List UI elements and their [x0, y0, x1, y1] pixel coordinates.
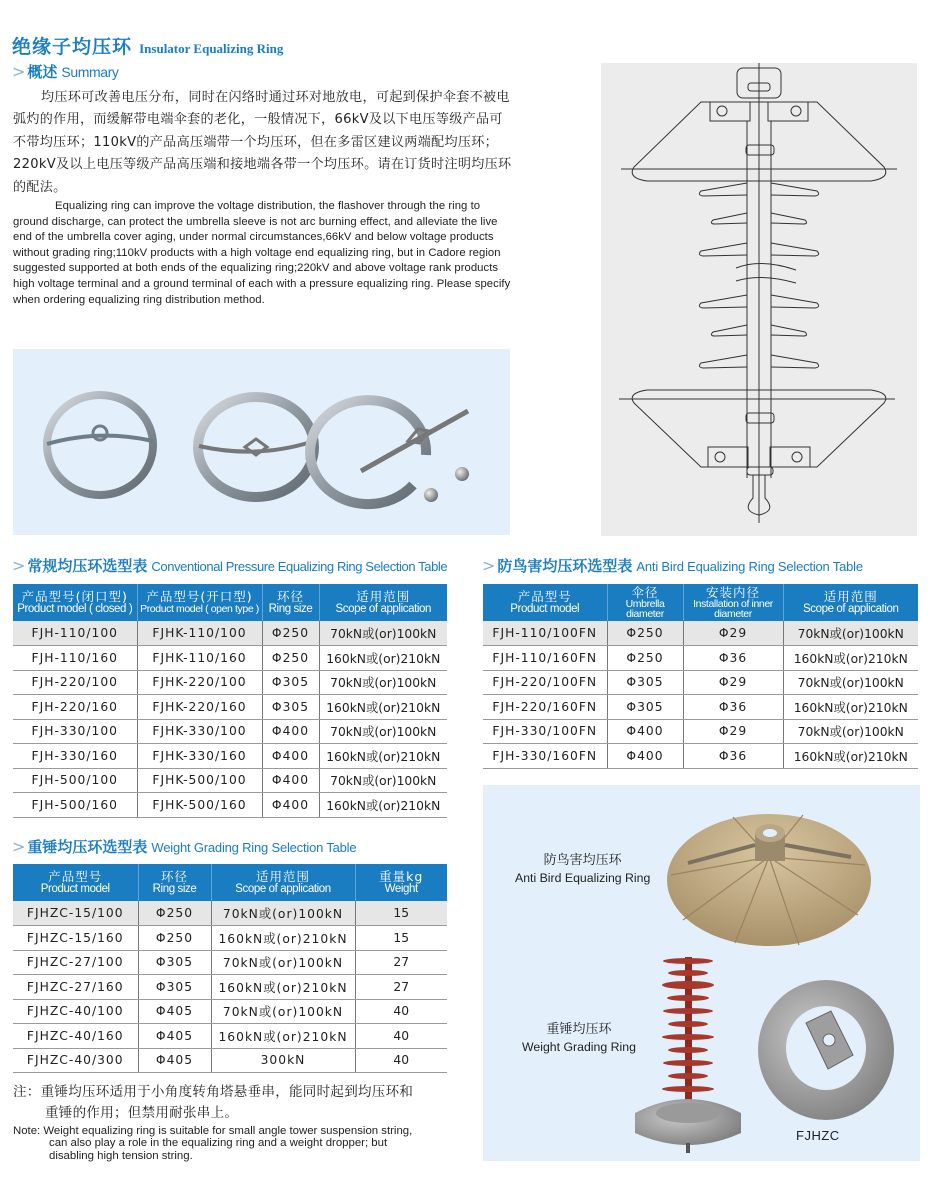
table-cell: 70kN或(or)100kN: [319, 719, 447, 744]
table-cell: Φ400: [607, 719, 683, 744]
table-row: [13, 646, 447, 671]
column-header: 伞径 Umbrella diameter: [607, 584, 683, 621]
antibird-ring-caption: 防鸟害均压环 Anti Bird Equalizing Ring: [515, 853, 651, 885]
table-cell: Φ29: [683, 670, 783, 695]
table-row: [13, 950, 447, 975]
summary-heading: [12, 61, 119, 82]
chevron-right-icon: >: [12, 62, 26, 81]
table-cell: 70kN或(or)100kN: [783, 670, 918, 695]
antibird-selection-table: [483, 584, 918, 769]
table-row: [13, 999, 447, 1024]
closed-ring-1: [47, 395, 153, 495]
table-cell: Φ36: [683, 695, 783, 720]
table-row: [483, 744, 918, 769]
table-cell: Φ29: [683, 719, 783, 744]
table-cell: FJH-110/160FN: [483, 646, 607, 671]
antibird-table-heading: [482, 555, 863, 576]
conventional-table-heading-zh: 常规均压环选型表: [27, 557, 148, 575]
table-cell: Φ400: [607, 744, 683, 769]
table-cell: Φ400: [262, 768, 319, 793]
table-cell: Φ305: [138, 975, 211, 1000]
chevron-right-icon: >: [12, 556, 26, 575]
summary-heading-en: Summary: [61, 64, 119, 80]
table-cell: Φ305: [138, 950, 211, 975]
summary-text-en: Equalizing ring can improve the voltage distribution, the flashover through the ring to ground discharge, can protect the umbrella sleeve is not arc burning effect, and alleviate the live end of the umbrella cover aging, under normal circumstances,66kV and below voltage products without grading ring;110kV products with a high voltage end equalizing ring, but in Cadore region suggested supported at both ends of the equalizing ring;220kV and above voltage rank products high voltage terminal and a ground terminal of each with a pressure equalizing ring. Please specify when ordering equalizing ring distribution method.: [13, 200, 511, 306]
table-cell: 70kN或(or)100kN: [319, 768, 447, 793]
table-cell: Φ29: [683, 621, 783, 646]
table-cell: FJHK-330/100: [137, 719, 262, 744]
table-cell: FJH-220/100: [13, 670, 137, 695]
table-cell: 70kN或(or)100kN: [783, 621, 918, 646]
table-cell: Φ305: [262, 670, 319, 695]
page-title-zh: 绝缘子均压环: [12, 36, 133, 58]
table-cell: 160kN或(or)210kN: [783, 744, 918, 769]
conventional-table-heading-en: Conventional Pressure Equalizing Ring Selection Table: [151, 559, 448, 574]
conventional-selection-table: [13, 584, 447, 818]
table-cell: FJHZC-15/100: [13, 901, 138, 926]
table-cell: 160kN或(or)210kN: [319, 744, 447, 769]
table-cell: 160kN或(or)210kN: [211, 1024, 355, 1049]
column-header: 适用范围 Scope of application: [211, 864, 355, 901]
open-ring: [310, 400, 469, 504]
antibird-table-heading-zh: 防鸟害均压环选型表: [497, 557, 633, 575]
column-header: 安装内径 Installation of inner diameter: [683, 584, 783, 621]
table-cell: FJH-330/100: [13, 719, 137, 744]
column-header: 环径 Ring size: [262, 584, 319, 621]
column-header: 环径 Ring size: [138, 864, 211, 901]
table-cell: Φ250: [138, 926, 211, 951]
table-cell: Φ36: [683, 744, 783, 769]
column-header: 产品型号(闭口型) Product model ( closed ): [13, 584, 137, 621]
table-row: [13, 1048, 447, 1073]
column-header: 适用范围 Scope of application: [783, 584, 918, 621]
column-header: 产品型号 Product model: [13, 864, 138, 901]
column-header: 适用范围 Scope of application: [319, 584, 447, 621]
table-cell: FJH-330/160: [13, 744, 137, 769]
summary-heading-zh: 概述: [27, 63, 58, 81]
table-row: [13, 768, 447, 793]
table-cell: FJHK-330/160: [137, 744, 262, 769]
table-cell: FJHZC-40/160: [13, 1024, 138, 1049]
table-cell: FJH-500/100: [13, 768, 137, 793]
table-row: [483, 646, 918, 671]
table-cell: FJH-330/160FN: [483, 744, 607, 769]
table-cell: Φ250: [607, 621, 683, 646]
table-cell: FJH-220/100FN: [483, 670, 607, 695]
page-title-en: Insulator Equalizing Ring: [139, 41, 284, 56]
table-cell: FJH-220/160: [13, 695, 137, 720]
table-cell: Φ400: [262, 744, 319, 769]
table-cell: Φ405: [138, 1048, 211, 1073]
table-row: [483, 719, 918, 744]
antibird-table-heading-en: Anti Bird Equalizing Ring Selection Table: [636, 559, 863, 574]
product-photos: [483, 785, 920, 1161]
table-cell: 160kN或(or)210kN: [783, 695, 918, 720]
table-cell: FJHZC-40/100: [13, 999, 138, 1024]
column-header: 重量kg Weight: [355, 864, 447, 901]
table-cell: 40: [355, 1024, 447, 1049]
weight-ring-note: [13, 1082, 473, 1162]
summary-text-zh: 均压环可改善电压分布，同时在闪络时通过环对地放电，可起到保护伞套不被电弧灼的作用，而缓解带电端伞套的老化，一般情况下，66kV及以下电压等级产品可不带均压环；110kV的产品高压端带一个均压环，但在多雷区建议两端配均压环；220kV及以上电压等级产品高压端和接地端各带一个均压环。请在订货时注明均压环的配法。: [13, 90, 512, 195]
table-cell: Φ400: [262, 793, 319, 818]
table-row: [13, 926, 447, 951]
table-cell: 160kN或(or)210kN: [783, 646, 918, 671]
weight-selection-table: [13, 864, 447, 1073]
table-row: [13, 621, 447, 646]
table-cell: FJHK-500/160: [137, 793, 262, 818]
table-cell: Φ305: [607, 695, 683, 720]
table-cell: Φ400: [262, 719, 319, 744]
table-cell: Φ250: [607, 646, 683, 671]
table-row: [13, 719, 447, 744]
table-cell: FJHK-110/100: [137, 621, 262, 646]
table-cell: FJHZC-27/160: [13, 975, 138, 1000]
table-row: [13, 975, 447, 1000]
closed-ring-2: [198, 397, 314, 497]
table-cell: FJHZC-15/160: [13, 926, 138, 951]
table-cell: FJHK-220/160: [137, 695, 262, 720]
table-cell: 160kN或(or)210kN: [319, 695, 447, 720]
table-cell: 160kN或(or)210kN: [319, 793, 447, 818]
table-cell: FJH-330/100FN: [483, 719, 607, 744]
table-cell: 300kN: [211, 1048, 355, 1073]
page-title: [12, 32, 283, 59]
table-cell: 27: [355, 950, 447, 975]
table-row: [13, 695, 447, 720]
table-cell: Φ405: [138, 1024, 211, 1049]
table-cell: 70kN或(or)100kN: [319, 621, 447, 646]
table-row: [483, 695, 918, 720]
table-cell: 70kN或(or)100kN: [211, 901, 355, 926]
table-row: [13, 901, 447, 926]
table-cell: FJHK-110/160: [137, 646, 262, 671]
table-cell: 40: [355, 999, 447, 1024]
table-cell: 15: [355, 926, 447, 951]
table-cell: FJHZC-40/300: [13, 1048, 138, 1073]
table-cell: FJH-220/160FN: [483, 695, 607, 720]
conventional-table-heading: [12, 555, 447, 576]
table-cell: 40: [355, 1048, 447, 1073]
insulator-technical-drawing: [601, 63, 917, 536]
table-cell: 27: [355, 975, 447, 1000]
table-cell: FJH-500/160: [13, 793, 137, 818]
table-cell: Φ36: [683, 646, 783, 671]
antibird-ring-image: [667, 814, 871, 946]
table-cell: FJH-110/100FN: [483, 621, 607, 646]
table-row: [483, 670, 918, 695]
table-cell: 70kN或(or)100kN: [783, 719, 918, 744]
weight-table-heading: [12, 836, 356, 857]
table-cell: Φ250: [138, 901, 211, 926]
table-cell: 70kN或(or)100kN: [211, 999, 355, 1024]
weight-ring-caption: 重锤均压环 Weight Grading Ring: [522, 1022, 636, 1054]
table-cell: Φ305: [262, 695, 319, 720]
table-cell: FJH-110/160: [13, 646, 137, 671]
table-row: [13, 1024, 447, 1049]
table-cell: 160kN或(or)210kN: [211, 975, 355, 1000]
table-cell: FJHK-220/100: [137, 670, 262, 695]
table-cell: Φ250: [262, 621, 319, 646]
table-row: [13, 670, 447, 695]
weight-ring-insulator-image: [635, 957, 741, 1153]
fjhzc-ring-image: [758, 980, 894, 1120]
table-cell: FJHZC-27/100: [13, 950, 138, 975]
table-cell: Φ405: [138, 999, 211, 1024]
table-cell: FJH-110/100: [13, 621, 137, 646]
table-cell: 70kN或(or)100kN: [211, 950, 355, 975]
table-cell: 15: [355, 901, 447, 926]
fjhzc-caption: FJHZC: [796, 1128, 840, 1143]
table-row: [13, 744, 447, 769]
chevron-right-icon: >: [482, 556, 496, 575]
table-cell: Φ305: [607, 670, 683, 695]
table-cell: Φ250: [262, 646, 319, 671]
table-cell: 160kN或(or)210kN: [211, 926, 355, 951]
note-zh-line2: 重锤的作用；但禁用耐张串上。: [45, 1105, 239, 1121]
weight-table-heading-zh: 重锤均压环选型表: [27, 838, 148, 856]
table-row: [483, 621, 918, 646]
table-cell: FJHK-500/100: [137, 768, 262, 793]
column-header: 产品型号 Product model: [483, 584, 607, 621]
equalizing-rings-photo: [13, 349, 510, 535]
table-cell: 160kN或(or)210kN: [319, 646, 447, 671]
chevron-right-icon: >: [12, 837, 26, 856]
note-zh-line1: 注：重锤均压环适用于小角度转角塔悬垂串，能同时起到均压环和: [13, 1084, 414, 1100]
column-header: 产品型号(开口型) Product model ( open type ): [137, 584, 262, 621]
note-en: Note: Weight equalizing ring is suitable for small angle tower suspension string, can also play a role in the equalizing ring and a weight dropper; but disabling high tension string.: [13, 1125, 413, 1162]
weight-table-heading-en: Weight Grading Ring Selection Table: [151, 840, 357, 855]
table-row: [13, 793, 447, 818]
table-cell: 70kN或(or)100kN: [319, 670, 447, 695]
